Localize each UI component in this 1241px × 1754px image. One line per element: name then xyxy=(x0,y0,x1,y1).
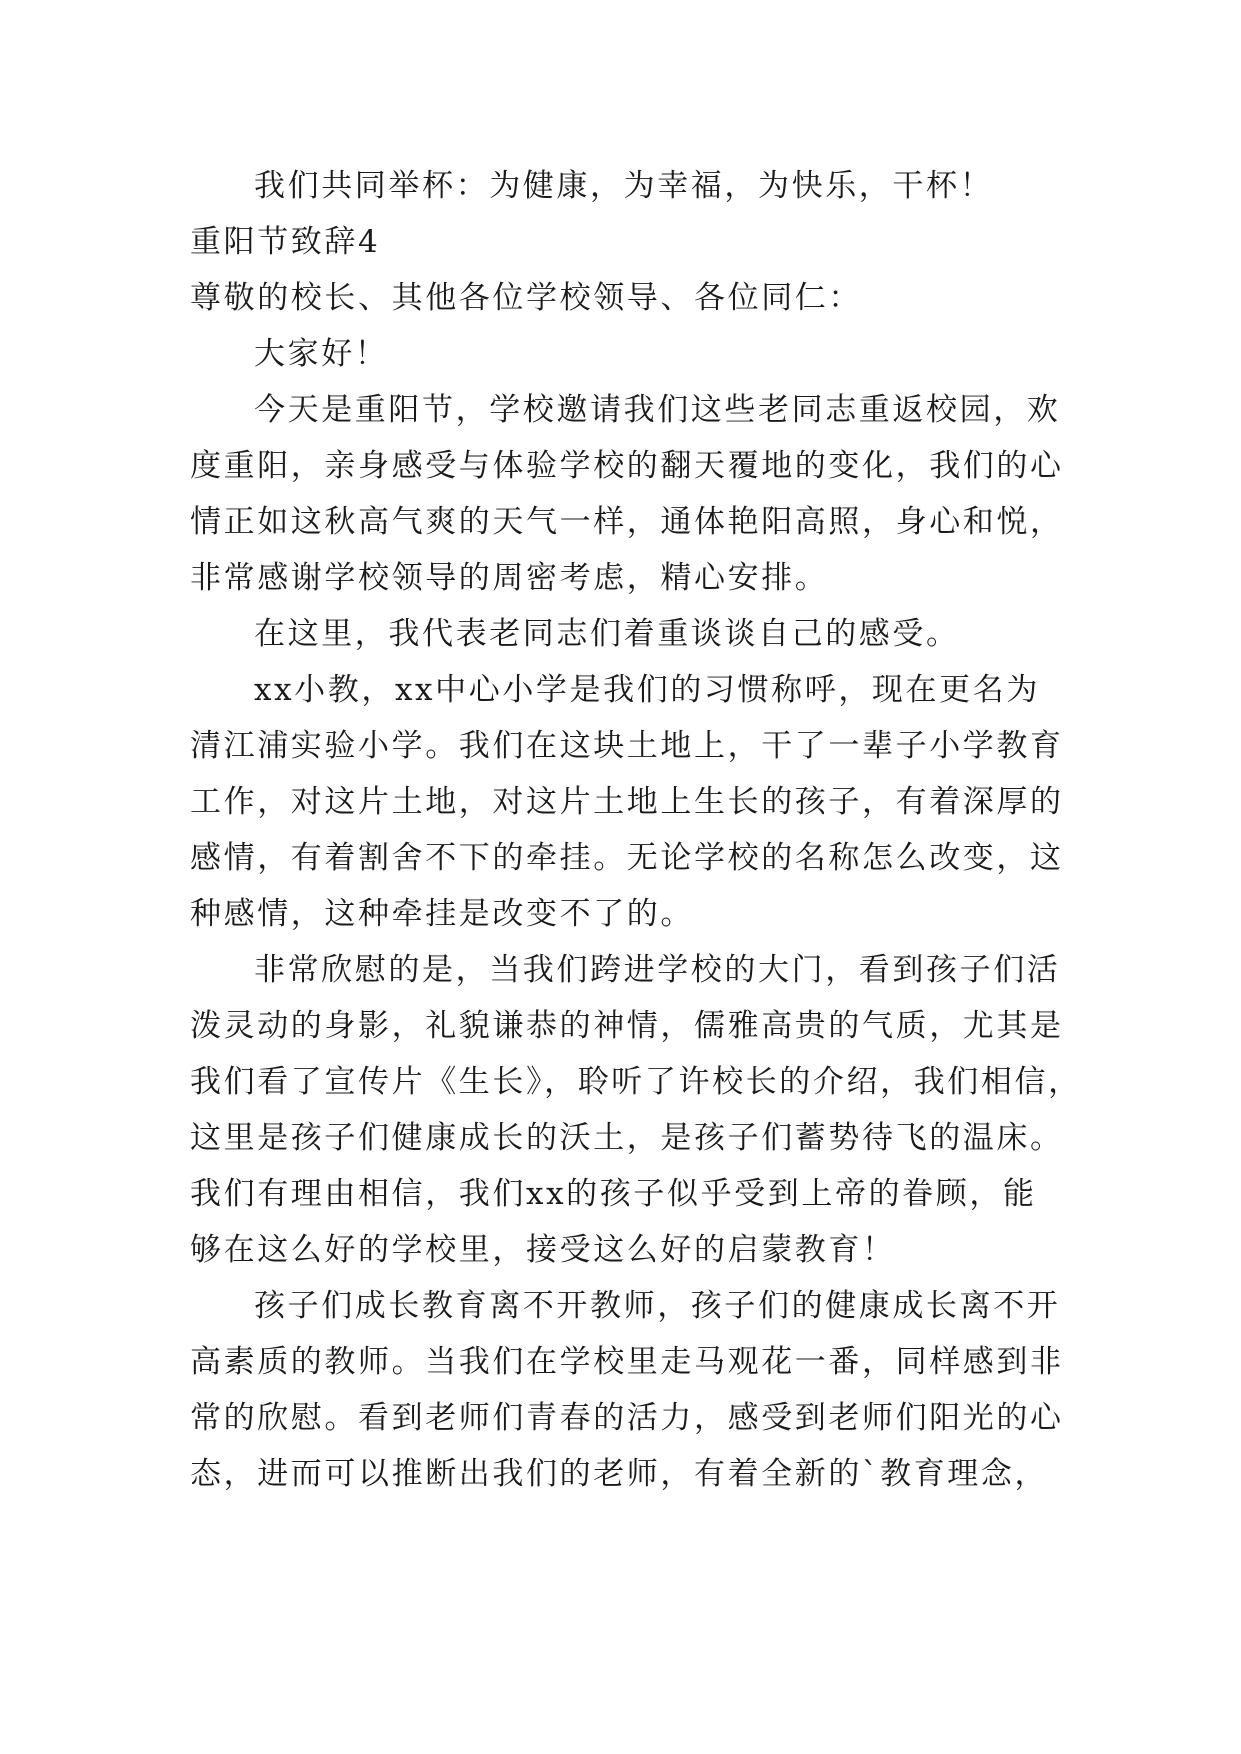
paragraph-line: 孩子们成长教育离不开教师，孩子们的健康成长离不开 xyxy=(254,1288,1061,1324)
paragraph-line: 感情，有着割舍不下的牵挂。无论学校的名称怎么改变，这 xyxy=(190,840,1064,876)
paragraph-line: 在这里，我代表老同志们着重谈谈自己的感受。 xyxy=(254,616,960,652)
paragraph-line: 种感情，这种牵挂是改变不了的。 xyxy=(190,896,694,932)
paragraph-line: 态，进而可以推断出我们的老师，有着全新的`教育理念， xyxy=(190,1456,1049,1492)
paragraph-line: 非常欣慰的是，当我们跨进学校的大门，看到孩子们活 xyxy=(254,952,1061,988)
paragraph-line: 我们看了宣传片《生长》，聆听了许校长的介绍，我们相信， xyxy=(190,1064,1082,1100)
paragraph-line: 情正如这秋高气爽的天气一样，通体艳阳高照，身心和悦， xyxy=(190,504,1064,540)
paragraph-line: 今天是重阳节，学校邀请我们这些老同志重返校园，欢 xyxy=(254,392,1061,428)
greeting: 大家好！ xyxy=(254,336,389,372)
paragraph-line: xx小教，xx中心小学是我们的习惯称呼，现在更名为 xyxy=(254,672,1040,708)
paragraph-line: 够在这么好的学校里，接受这么好的启蒙教育！ xyxy=(190,1232,896,1268)
paragraph-line: 工作，对这片土地，对这片土地上生长的孩子，有着深厚的 xyxy=(190,784,1064,820)
paragraph-line: 泼灵动的身影，礼貌谦恭的神情，儒雅高贵的气质，尤其是 xyxy=(190,1008,1064,1044)
toast-line: 我们共同举杯：为健康，为幸福，为快乐，干杯！ xyxy=(254,168,994,204)
paragraph-line: 高素质的教师。当我们在学校里走马观花一番，同样感到非 xyxy=(190,1344,1064,1380)
paragraph-line: 常的欣慰。看到老师们青春的活力，感受到老师们阳光的心 xyxy=(190,1400,1064,1436)
paragraph-line: 度重阳，亲身感受与体验学校的翻天覆地的变化，我们的心 xyxy=(190,448,1064,484)
section-heading: 重阳节致辞4 xyxy=(190,224,381,260)
paragraph-line: 我们有理由相信，我们xx的孩子似乎受到上帝的眷顾，能 xyxy=(190,1176,1037,1212)
salutation: 尊敬的校长、其他各位学校领导、各位同仁： xyxy=(190,280,862,316)
paragraph-line: 清江浦实验小学。我们在这块土地上，干了一辈子小学教育 xyxy=(190,728,1064,764)
paragraph-line: 这里是孩子们健康成长的沃土，是孩子们蓄势待飞的温床。 xyxy=(190,1120,1064,1156)
paragraph-line: 非常感谢学校领导的周密考虑，精心安排。 xyxy=(190,560,829,596)
